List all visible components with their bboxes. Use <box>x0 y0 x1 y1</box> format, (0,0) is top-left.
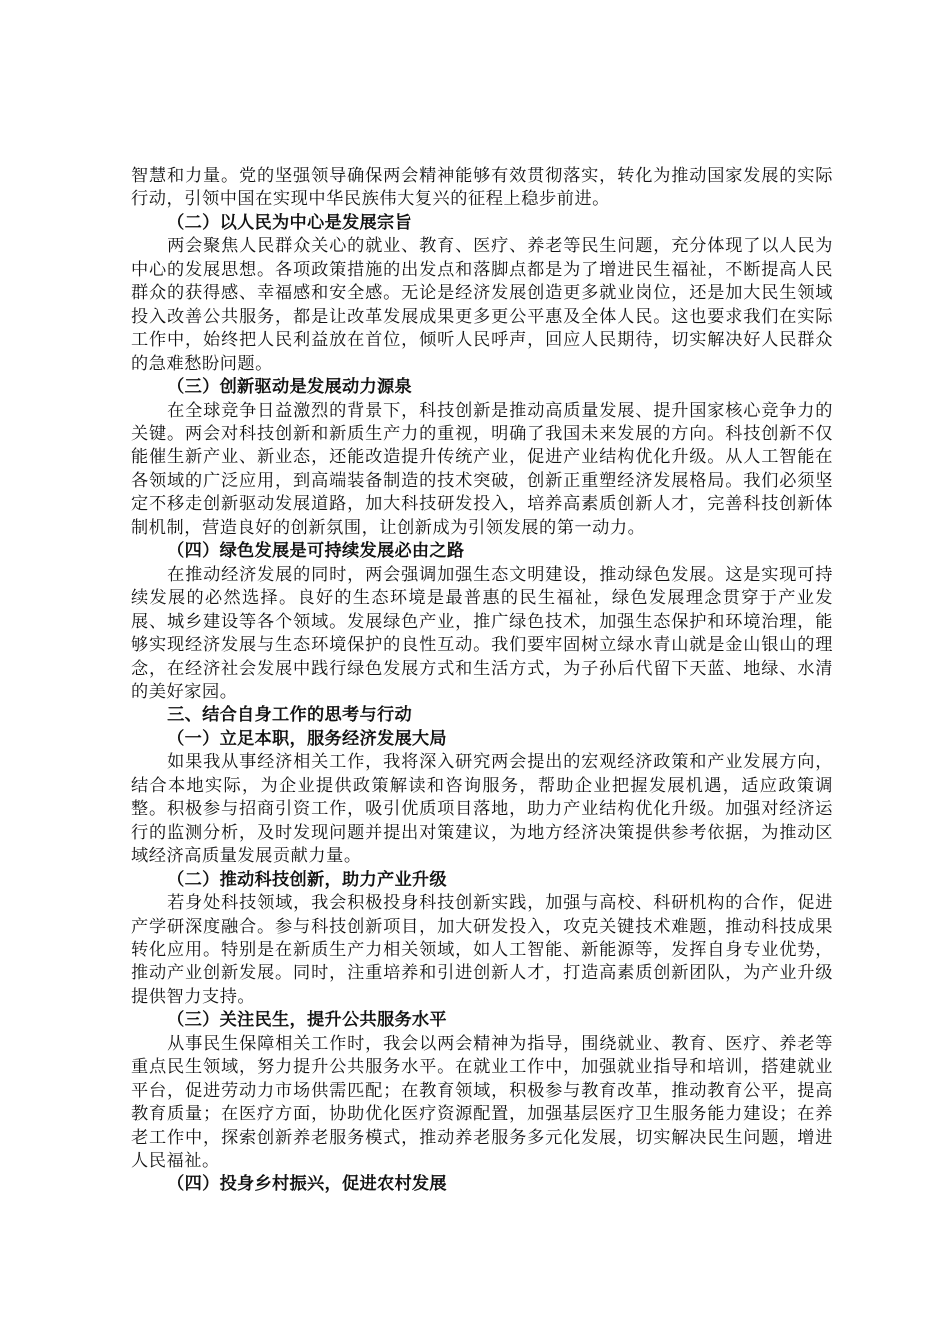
section-heading-green-development: （四）绿色发展是可持续发展必由之路 <box>167 541 465 562</box>
document-body <box>131 165 833 1197</box>
paragraph-people-centered: 两会聚焦人民群众关心的就业、教育、医疗、养老等民生问题，充分体现了以人民为中心的发展思想。各项政策措施的出发点和落脚点都是为了增进民生福祉，不断提高人民群众的获得感、幸福感和安全感。无论是经济发展创造更多就业岗位，还是加大民生领域投入改善公共服务，都是让改革发展成果更多更公平惠及全体人民。这也要求我们在实际工作中，始终把人民利益放在首位，倾听人民呼声，回应人民期待，切实解决好人民群众的急难愁盼问题。 <box>131 236 833 374</box>
section-heading-innovation: （三）创新驱动是发展动力源泉 <box>167 377 412 398</box>
section-heading-public-services: （三）关注民生，提升公共服务水平 <box>167 1010 447 1031</box>
section-heading-tech-innovation: （二）推动科技创新，助力产业升级 <box>167 869 447 890</box>
paragraph-innovation: 在全球竞争日益激烈的背景下，科技创新是推动高质量发展、提升国家核心竞争力的关键。两会对科技创新和新质生产力的重视，明确了我国未来发展的方向。科技创新不仅能催生新产业、新业态，还能改造提升传统产业，促进产业结构优化升级。从人工智能在各领域的广泛应用，到高端装备制造的技术突破，创新正重塑经济发展格局。我们必须坚定不移走创新驱动发展道路，加大科技研发投入，培养高素质创新人才，完善科技创新体制机制，营造良好的创新氛围，让创新成为引领发展的第一动力。 <box>131 400 833 538</box>
chapter-heading-reflection-action: 三、结合自身工作的思考与行动 <box>167 705 412 726</box>
paragraph-tech-innovation: 若身处科技领域，我会积极投身科技创新实践，加强与高校、科研机构的合作，促进产学研深度融合。参与科技创新项目，加大研发投入，攻克关键技术难题，推动科技成果转化应用。特别是在新质生产力相关领域，如人工智能、新能源等，发挥自身专业优势，推动产业创新发展。同时，注重培养和引进创新人才，打造高素质创新团队，为产业升级提供智力支持。 <box>131 893 833 1007</box>
paragraph-continuation: 智慧和力量。党的坚强领导确保两会精神能够有效贯彻落实，转化为推动国家发展的实际行动，引领中国在实现中华民族伟大复兴的征程上稳步前进。 <box>131 166 833 210</box>
section-heading-economic-service: （一）立足本职，服务经济发展大局 <box>167 728 447 749</box>
paragraph-economic-service: 如果我从事经济相关工作，我将深入研究两会提出的宏观经济政策和产业发展方向，结合本地实际，为企业提供政策解读和咨询服务，帮助企业把握发展机遇，适应政策调整。积极参与招商引资工作，吸引优质项目落地，助力产业结构优化升级。加强对经济运行的监测分析，及时发现问题并提出对策建议，为地方经济决策提供参考依据，为推动区域经济高质量发展贡献力量。 <box>131 752 833 867</box>
paragraph-green-development: 在推动经济发展的同时，两会强调加强生态文明建设，推动绿色发展。这是实现可持续发展的必然选择。良好的生态环境是最普惠的民生福祉，绿色发展理念贯穿于产业发展、城乡建设等各个领域。发展绿色产业，推广绿色技术，加强生态保护和环境治理，能够实现经济发展与生态环境保护的良性互动。我们要牢固树立绿水青山就是金山银山的理念，在经济社会发展中践行绿色发展方式和生活方式，为子孙后代留下天蓝、地绿、水清的美好家园。 <box>131 564 833 702</box>
paragraph-public-services: 从事民生保障相关工作时，我会以两会精神为指导，围绕就业、教育、医疗、养老等重点民生领域，努力提升公共服务水平。在就业工作中，加强就业指导和培训，搭建就业平台，促进劳动力市场供需匹配；在教育领域，积极参与教育改革，推动教育公平，提高教育质量；在医疗方面，协助优化医疗资源配置，加强基层医疗卫生服务能力建设；在养老工作中，探索创新养老服务模式，推动养老服务多元化发展，切实解决民生问题，增进人民福祉。 <box>131 1033 833 1172</box>
section-heading-people-centered: （二）以人民为中心是发展宗旨 <box>167 212 412 233</box>
section-heading-rural-revitalization: （四）投身乡村振兴，促进农村发展 <box>167 1174 447 1195</box>
